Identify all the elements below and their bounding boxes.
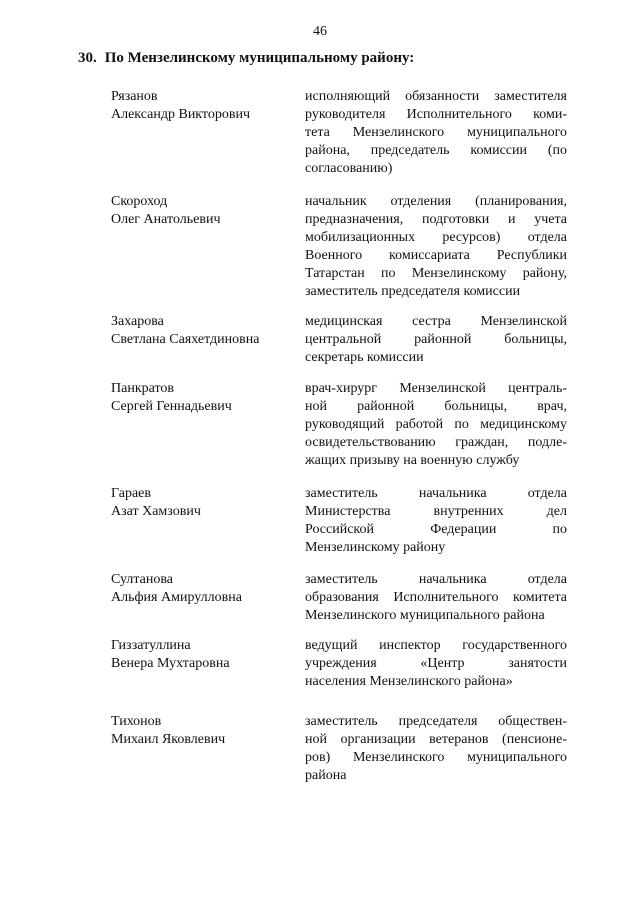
member-name <box>111 485 291 521</box>
member-name <box>111 88 291 124</box>
member-role-line: Татарстан по Мензелинскому району, <box>305 266 567 281</box>
member-name <box>111 313 291 349</box>
member-given-names: Венера Мухтаровна <box>111 656 230 671</box>
member-surname: Скороход <box>111 194 168 209</box>
member-surname: Захарова <box>111 314 164 329</box>
member-name <box>111 380 291 416</box>
member-role-line: учреждения «Центр занятости <box>305 656 567 671</box>
section-title: По Мензелинскому муниципальному району: <box>104 50 415 66</box>
member-given-names: Олег Анатольевич <box>111 212 221 227</box>
member-given-names: Сергей Геннадьевич <box>111 399 232 414</box>
member-role-line: начальник отделения (планирования, <box>305 194 567 209</box>
member-given-names: Михаил Яковлевич <box>111 732 226 747</box>
section-heading <box>78 50 414 67</box>
member-given-names: Альфия Амирулловна <box>111 590 242 605</box>
member-surname: Рязанов <box>111 89 158 104</box>
member-role-line: согласованию) <box>305 161 393 176</box>
member-role-line: Министерства внутренних дел <box>305 504 567 519</box>
member-role-line: ведущий инспектор государственного <box>305 638 567 653</box>
member-surname: Панкратов <box>111 381 175 396</box>
member-role-line: населения Мензелинского района» <box>305 674 513 689</box>
member-surname: Гараев <box>111 486 151 501</box>
member-role-line: медицинская сестра Мензелинской <box>305 314 567 329</box>
member-role <box>305 313 567 367</box>
member-role <box>305 193 567 301</box>
member-role-line: ной районной больницы, врач, <box>305 399 567 414</box>
member-role-line: Военного комиссариата Республики <box>305 248 567 263</box>
member-role-line: центральной районной больницы, <box>305 332 567 347</box>
member-role-line: освидетельствованию граждан, подле- <box>305 435 567 450</box>
member-role-line: предназначения, подготовки и учета <box>305 212 567 227</box>
member-role <box>305 713 567 785</box>
member-role <box>305 637 567 691</box>
member-role-line: руководящий работой по медицинскому <box>305 417 567 432</box>
member-role-line: заместитель председателя комиссии <box>305 284 521 299</box>
member-role-line: заместитель председателя обществен- <box>305 714 567 729</box>
member-role-line: Мензелинскому району <box>305 540 446 555</box>
member-given-names: Светлана Саяхетдиновна <box>111 332 260 347</box>
member-role <box>305 88 567 178</box>
member-role-line: тета Мензелинского муниципального <box>305 125 567 140</box>
member-role-line: района <box>305 768 347 783</box>
member-role-line: мобилизационных ресурсов) отдела <box>305 230 567 245</box>
member-role-line: района, председатель комиссии (по <box>305 143 567 158</box>
member-role-line: ров) Мензелинского муниципального <box>305 750 567 765</box>
member-role-line: образования Исполнительного комитета <box>305 590 567 605</box>
member-role-line: врач-хирург Мензелинской централь- <box>305 381 567 396</box>
member-role-line: секретарь комиссии <box>305 350 424 365</box>
member-role-line: исполняющий обязанности заместителя <box>305 89 567 104</box>
member-name <box>111 713 291 749</box>
member-surname: Султанова <box>111 572 173 587</box>
page-number: 46 <box>313 24 327 39</box>
member-role-line: ной организации ветеранов (пенсионе- <box>305 732 567 747</box>
member-role-line: заместитель начальника отдела <box>305 572 567 587</box>
member-role <box>305 485 567 557</box>
member-name <box>111 637 291 673</box>
member-role-line: Мензелинского муниципального района <box>305 608 545 623</box>
member-name <box>111 193 291 229</box>
member-role-line: жащих призыву на военную службу <box>305 453 520 468</box>
member-given-names: Азат Хамзович <box>111 504 201 519</box>
section-number: 30. <box>78 50 97 66</box>
member-role <box>305 380 567 470</box>
member-role-line: руководителя Исполнительного коми- <box>305 107 567 122</box>
member-role <box>305 571 567 625</box>
member-role-line: Российской Федерации по <box>305 522 567 537</box>
member-surname: Гиззатуллина <box>111 638 191 653</box>
member-given-names: Александр Викторович <box>111 107 251 122</box>
member-role-line: заместитель начальника отдела <box>305 486 567 501</box>
member-name <box>111 571 291 607</box>
member-surname: Тихонов <box>111 714 162 729</box>
